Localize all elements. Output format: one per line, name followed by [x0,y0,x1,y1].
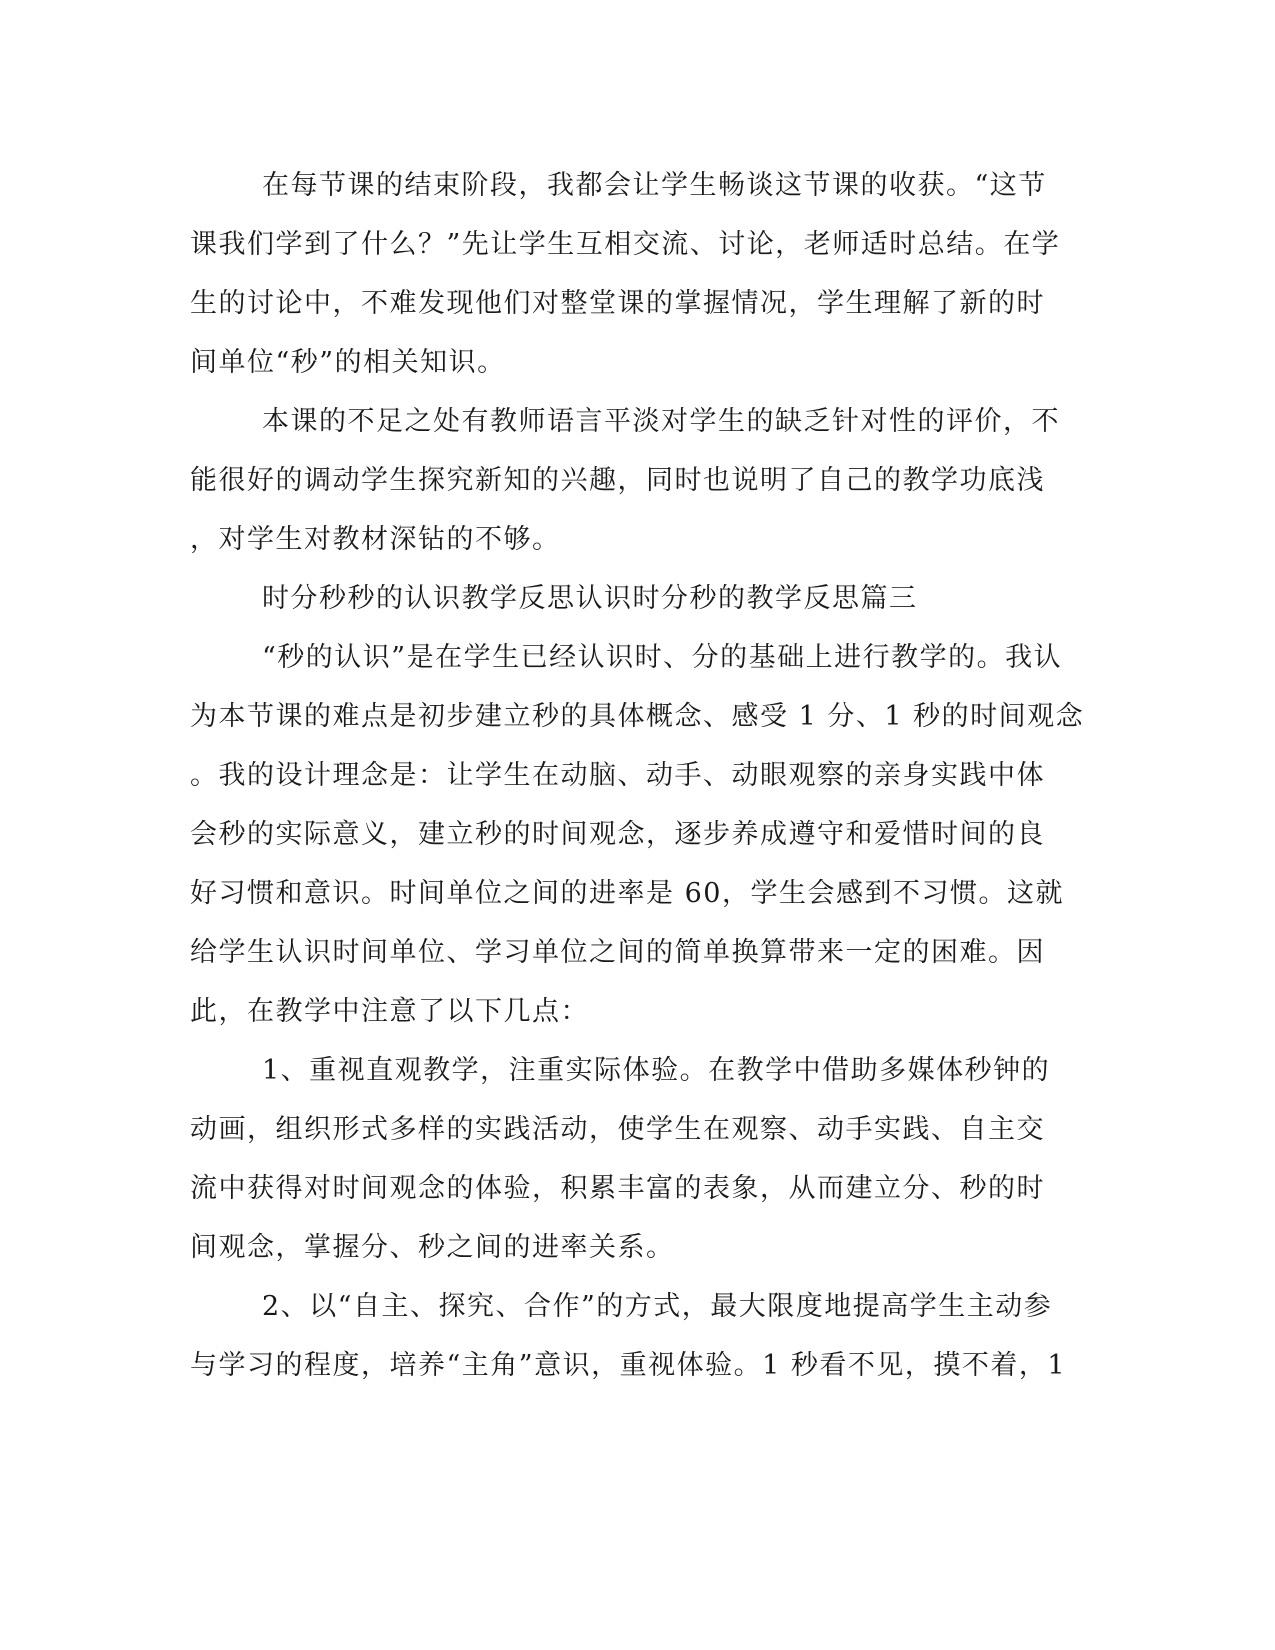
text-line-13: 好习惯和意识。时间单位之间的进率是 60，学生会感到不习惯。这就 [190,878,1064,909]
text-line-21: 与学习的程度，培养“主角”意识，重视体验。1 秒看不见，摸不着，1 [190,1350,1067,1381]
text-line-11: 。我的设计理念是：让学生在动脑、动手、动眼观察的亲身实践中体 [190,760,1045,791]
text-line-20: 2、以“自主、探究、合作”的方式，最大限度地提高学生主动参 [262,1291,1053,1322]
section-heading: 时分秒秒的认识教学反思认识时分秒的教学反思篇三 [262,583,918,614]
text-line-4: 间单位“秒”的相关知识。 [190,347,506,378]
text-line-14: 给学生认识时间单位、学习单位之间的简单换算带来一定的困难。因 [190,937,1045,968]
text-line-3: 生的讨论中，不难发现他们对整堂课的掌握情况，学生理解了新的时 [190,288,1045,319]
text-line-19: 间观念，掌握分、秒之间的进率关系。 [190,1232,675,1263]
text-line-1: 在每节课的结束阶段，我都会让学生畅谈这节课的收获。“这节 [262,170,1047,201]
text-line-16: 1、重视直观教学，注重实际体验。在教学中借助多媒体秒钟的 [262,1055,1051,1086]
text-line-15: 此，在教学中注意了以下几点： [190,996,589,1027]
text-line-12: 会秒的实际意义，建立秒的时间观念，逐步养成遵守和爱惜时间的良 [190,819,1045,850]
text-line-10: 为本节课的难点是初步建立秒的具体概念、感受 1 分、1 秒的时间观念 [190,701,1085,732]
text-line-6: 能很好的调动学生探究新知的兴趣，同时也说明了自己的教学功底浅 [190,465,1045,496]
text-line-5: 本课的不足之处有教师语言平淡对学生的缺乏针对性的评价，不 [262,406,1060,437]
text-line-17: 动画，组织形式多样的实践活动，使学生在观察、动手实践、自主交 [190,1114,1045,1145]
text-line-2: 课我们学到了什么？”先让学生互相交流、讨论，老师适时总结。在学 [190,229,1061,260]
text-line-7: ，对学生对教材深钻的不够。 [190,524,561,555]
text-line-18: 流中获得对时间观念的体验，积累丰富的表象，从而建立分、秒的时 [190,1173,1045,1204]
text-line-9: “秒的认识”是在学生已经认识时、分的基础上进行教学的。我认 [262,642,1063,673]
